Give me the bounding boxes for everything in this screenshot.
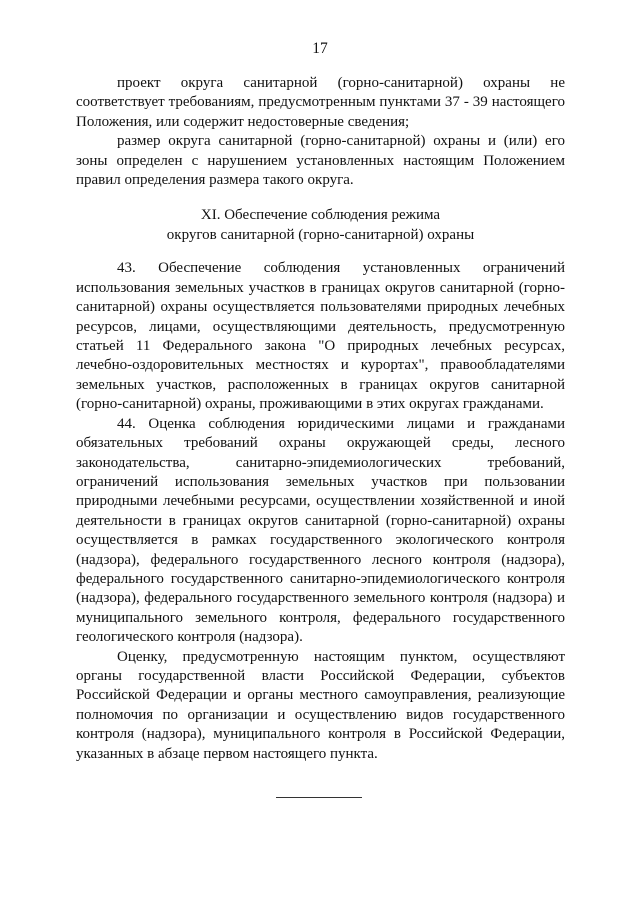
paragraph-item-43: 43. Обеспечение соблюдения установленных ограничений использования земельных участков в границах округов санитарной (горно-санитарной) охраны осуществляется пользователями природных лечебных ресурсов, лицами, осуществляющими деятельность, предусмотренную статьей 11 Федерального закона "О природных лечебных ресурсах, лечебно-оздоровительных местностях и курортах", правообладателями земельных участков, расположенных в границах округов санитарной (горно-санитарной) охраны, проживающими в этих округах гражданами. — [76, 260, 565, 413]
paragraph-item-44: 44. Оценка соблюдения юридическими лицами и гражданами обязательных требований охраны окружающей среды, лесного законодательства, санитарно-эпидемиологических требований, ограничений использования земельных участков при пользовании природными лечебными ресурсами, осуществлении хозяйственной и иной деятельности в границах округов санитарной (горно-санитарной) охраны осуществляется в рамках государственного экологического контроля (надзора), федерального государственного лесного контроля (надзора), федерального государственного санитарно-эпидемиологического контроля (надзора), федерального государственного земельного контроля (надзора) и муниципального земельного контроля, федерального государственного геологического контроля (надзора). — [76, 415, 565, 646]
document-body — [76, 74, 565, 764]
paragraph-size-violation: размер округа санитарной (горно-санитарной) охраны и (или) его зоны определен с нарушением установленных настоящим Положением правил определения размера такого округа. — [76, 133, 565, 189]
section-heading-line-1: XI. Обеспечение соблюдения режима — [200, 207, 441, 224]
section-heading-line-2: округов санитарной (горно-санитарной) охраны — [166, 227, 475, 244]
paragraph-project-noncompliance: проект округа санитарной (горно-санитарной) охраны не соответствует требованиям, предусмотренным пунктами 37 - 39 настоящего Положения, или содержит недостоверные сведения; — [76, 75, 565, 130]
page-number: 17 — [312, 40, 328, 57]
section-heading — [76, 205, 565, 245]
footer-divider — [276, 797, 362, 798]
paragraph-assessment-authorities: Оценку, предусмотренную настоящим пунктом, осуществляют органы государственной власти Российской Федерации, субъектов Российской Федерации и органы местного самоуправления, реализующие полномочия по организации и осуществлению видов государственного контроля (надзора), муниципального контроля в Российской Федерации, указанных в абзаце первом настоящего пункта. — [76, 648, 565, 762]
